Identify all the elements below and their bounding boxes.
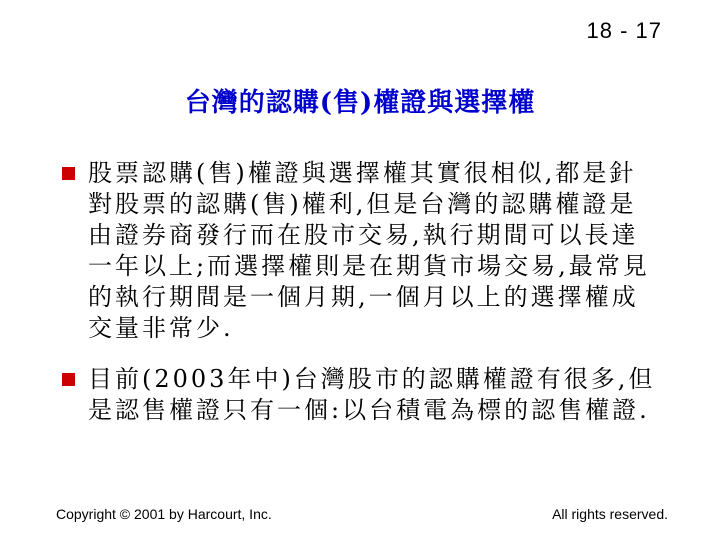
bullet-list [62,158,662,446]
square-bullet-icon [62,167,75,180]
square-bullet-icon [62,373,75,386]
bullet-item [62,364,662,426]
page-number: 18 - 17 [586,18,662,43]
bullet-text: 目前(2003年中)台灣股市的認購權證有很多,但是認售權證只有一個:以台積電為標的認售權證. [88,365,656,424]
rights-notice: All rights reserved. [552,506,668,522]
copyright-notice: Copyright © 2001 by Harcourt, Inc. [56,506,272,522]
bullet-item [62,158,662,344]
bullet-text: 股票認購(售)權證與選擇權其實很相似,都是針對股票的認購(售)權利,但是台灣的認購權證是由證券商發行而在股市交易,執行期間可以長達一年以上;而選擇權則是在期貨市場交易,最常見的執行期間是一個月期,一個月以上的選擇權成交量非常少. [88,159,650,342]
slide-title: 台灣的認購(售)權證與選擇權 [184,88,536,118]
